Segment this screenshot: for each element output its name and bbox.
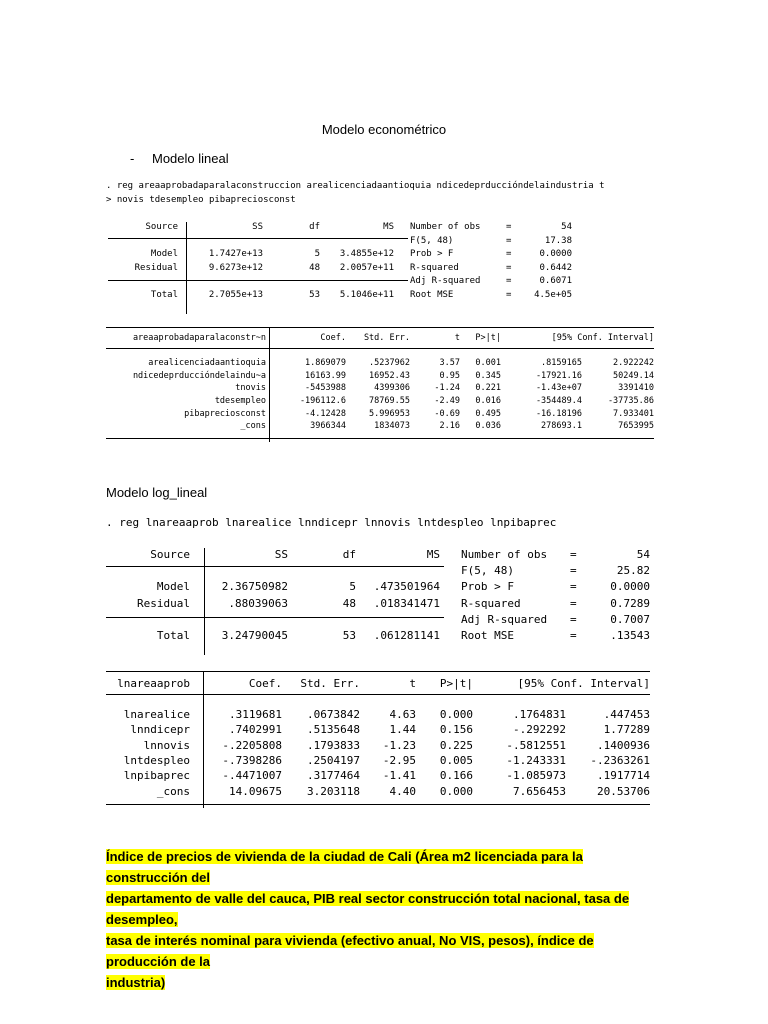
anova-row-source: Residual — [134, 262, 178, 273]
coef-row-se: 3.203118 — [307, 784, 360, 798]
coef-header-p: P>|t| — [439, 677, 473, 690]
anova-stat-value: 54 — [636, 548, 650, 561]
coef-row-se: 1834073 — [374, 421, 410, 432]
coef-row-p: 0.156 — [439, 723, 473, 737]
coef-row-p: 0.016 — [475, 396, 501, 406]
anova-row-ms: 3.4855e+12 — [339, 249, 394, 260]
coef-row-ci-high: -37735.86 — [607, 396, 654, 406]
anova-stat-value: 0.0000 — [610, 580, 650, 594]
coef-row-coef: 1.869079 — [305, 358, 346, 369]
anova-row-df: 53 — [309, 290, 320, 300]
coef-row-ci-high: .447453 — [603, 707, 650, 721]
anova-stat-label: Root MSE — [461, 629, 514, 642]
anova-row-source: Total — [156, 629, 190, 642]
highlight-line-3: tasa de interés nominal para vivienda (efectivo anual, No VIS, pesos), índice de producción de la — [106, 933, 594, 969]
coef-row-t: 3.57 — [439, 358, 460, 369]
anova-stat-eq: = — [506, 262, 512, 273]
coef-row-coef: 16163.99 — [305, 370, 346, 381]
stata-command-2: . reg lnareaaprob lnarealice lnndicepr lnnovis lntdespleo lnpibaprec — [106, 516, 557, 529]
coef-rule-top — [106, 671, 650, 672]
anova-stat-label: Adj R-squared — [410, 276, 481, 287]
coef-row-ci-low: -354489.4 — [535, 396, 582, 406]
coef-header-coef: Coef. — [320, 333, 346, 343]
coef-row-name: _cons — [240, 421, 266, 432]
coef-row-t: -1.24 — [434, 383, 460, 394]
coef-row-se: .3177464 — [307, 769, 360, 783]
coef-row-se: .5135648 — [307, 723, 360, 737]
coef-row-coef: -.2205808 — [222, 738, 282, 752]
anova-row-df: 5 — [314, 249, 320, 260]
anova-stat-label: R-squared — [410, 262, 459, 273]
coef-row-ci-low: .1764831 — [513, 707, 566, 721]
coef-divider — [203, 671, 204, 808]
coef-row-p: 0.001 — [475, 358, 501, 369]
coef-row-ci-high: -.2363261 — [590, 754, 650, 767]
anova-stat-label: F(5, 48) — [410, 235, 454, 246]
highlight-line-1: Índice de precios de vivienda de la ciudad de Cali (Área m2 licenciada para la construcción del — [106, 849, 583, 885]
anova-stat-value: 0.6442 — [539, 262, 572, 273]
anova-header-source: Source — [150, 548, 190, 561]
anova-stat-label: Root MSE — [410, 290, 454, 300]
coef-row-ci-high: 50249.14 — [613, 370, 654, 381]
coef-row-se: .0673842 — [307, 707, 360, 721]
coef-row-name: lntdespleo — [123, 754, 190, 767]
anova-stat-value: 17.38 — [544, 235, 572, 246]
anova-stat-eq: = — [506, 249, 512, 260]
anova-stat-label: Number of obs — [461, 548, 548, 561]
coef-header-ci: [95% Conf. Interval] — [517, 677, 650, 690]
anova-stat-label: Prob > F — [410, 249, 454, 260]
coef-row-name: tnovis — [235, 383, 266, 394]
coef-header-t: t — [409, 677, 416, 690]
anova-stat-eq: = — [570, 564, 577, 578]
coef-row-ci-high: .1917714 — [597, 769, 650, 783]
coef-header-se: Std. Err. — [363, 333, 410, 343]
coef-row-name: tdesempleo — [214, 396, 266, 406]
coef-rule-bottom — [106, 804, 650, 805]
coef-row-coef: -5453988 — [305, 383, 346, 394]
coef-row-name: _cons — [156, 784, 190, 798]
anova-stat-value: 0.0000 — [539, 249, 572, 260]
anova-stat-eq: = — [506, 290, 512, 300]
coef-row-se: 16952.43 — [369, 370, 410, 381]
coef-row-coef: .7402991 — [229, 723, 282, 737]
coef-header-depvar: lnareaaprob — [117, 677, 190, 690]
coef-row-p: 0.225 — [439, 738, 473, 752]
coef-row-ci-low: -1.085973 — [506, 769, 566, 783]
coef-row-ci-low: -16.18196 — [535, 408, 582, 419]
anova-stat-eq: = — [570, 580, 577, 594]
coef-header-ci: [95% Conf. Interval] — [551, 333, 654, 343]
coef-row-coef: .3119681 — [229, 707, 282, 721]
coef-row-ci-low: 278693.1 — [541, 421, 582, 432]
coef-row-coef: -4.12428 — [305, 408, 346, 419]
coef-row-name: lnarealice — [123, 707, 190, 721]
coef-row-name: pibapreciosconst — [184, 408, 266, 419]
coef-row-t: -1.23 — [382, 738, 416, 752]
anova-row-ss: 2.7055e+13 — [208, 290, 263, 300]
anova-row-ms: .061281141 — [373, 629, 440, 642]
anova-header-df: df — [309, 222, 320, 232]
anova-row-source: Residual — [137, 596, 190, 610]
coef-row-coef: 3966344 — [310, 421, 346, 432]
coef-row-coef: -.4471007 — [222, 769, 282, 783]
coef-row-se: .2504197 — [307, 754, 360, 767]
coef-row-coef: -.7398286 — [222, 754, 282, 767]
anova-stat-value: .13543 — [610, 629, 650, 642]
anova-row-source: Total — [150, 290, 178, 300]
section-heading-lineal: Modelo lineal — [152, 151, 229, 166]
coef-row-coef: 14.09675 — [229, 784, 282, 798]
coef-row-ci-low: 7.656453 — [513, 784, 566, 798]
coef-row-p: 0.000 — [439, 784, 473, 798]
anova-row-df: 5 — [349, 580, 356, 594]
anova-row-df: 48 — [309, 262, 320, 273]
anova-row-df: 48 — [342, 596, 356, 610]
coef-header-se: Std. Err. — [300, 677, 360, 690]
anova-row-source: Model — [150, 249, 178, 260]
highlight-line-4: industria) — [106, 975, 166, 990]
anova-row-ss: 9.6273e+12 — [208, 262, 263, 273]
coef-row-p: 0.005 — [439, 754, 473, 767]
coef-row-ci-low: -1.243331 — [506, 754, 566, 767]
anova-row-ss: 3.24790045 — [221, 629, 288, 642]
coef-row-p: 0.000 — [439, 707, 473, 721]
bullet-dash: - — [130, 151, 135, 166]
coef-row-se: 78769.55 — [369, 396, 410, 406]
anova-row-ms: .018341471 — [373, 596, 440, 610]
anova-stat-label: F(5, 48) — [461, 564, 514, 578]
coef-row-ci-high: 2.922242 — [613, 358, 654, 369]
coef-header-depvar: areaaprobadaparalaconstr~n — [132, 333, 266, 343]
anova-row-ms: 5.1046e+11 — [339, 290, 394, 300]
coef-row-se: 5.996953 — [369, 408, 410, 419]
coef-row-p: 0.221 — [475, 383, 501, 394]
coef-row-ci-low: .8159165 — [541, 358, 582, 369]
anova-stat-label: Prob > F — [461, 580, 514, 594]
coef-row-se: 4399306 — [374, 383, 410, 394]
anova-row-source: Model — [156, 580, 190, 594]
anova-stat-value: 25.82 — [616, 564, 650, 578]
anova-stat-eq: = — [506, 222, 512, 232]
anova-header-ms: MS — [426, 548, 440, 561]
coef-row-ci-low: -.292292 — [513, 723, 566, 737]
anova-stat-label: Adj R-squared — [461, 612, 548, 626]
anova-stat-value: 0.7007 — [610, 612, 650, 626]
anova-stat-value: 0.6071 — [539, 276, 572, 287]
coef-header-p: P>|t| — [475, 333, 501, 343]
coef-row-ci-high: 1.77289 — [603, 723, 650, 737]
anova-stat-eq: = — [506, 276, 512, 287]
highlight-paragraph — [106, 846, 666, 993]
coef-row-name: lnndicepr — [130, 723, 190, 737]
coef-row-ci-high: 20.53706 — [597, 784, 650, 798]
coef-row-ci-low: -1.43e+07 — [535, 383, 582, 394]
coef-row-t: -2.95 — [382, 754, 416, 767]
anova-header-ss: SS — [274, 548, 288, 561]
coef-row-coef: -196112.6 — [299, 396, 346, 406]
anova-stat-value: 4.5e+05 — [534, 290, 572, 300]
anova-stat-value: 54 — [561, 222, 572, 232]
coef-row-se: .5237962 — [369, 358, 410, 369]
coef-row-name: ndicedeprduccióndelaindu~a — [132, 370, 266, 381]
coef-row-t: -1.41 — [382, 769, 416, 783]
coef-row-t: 4.63 — [389, 707, 416, 721]
anova-row-ss: 2.36750982 — [221, 580, 288, 594]
coef-row-p: 0.345 — [475, 370, 501, 381]
stata-command-1-line2: > novis tdesempleo pibapreciosconst — [106, 195, 296, 205]
coef-row-name: arealicenciadaantioquia — [148, 358, 266, 369]
coef-row-t: -2.49 — [434, 396, 460, 406]
coef-row-p: 0.495 — [475, 408, 501, 419]
anova-stat-eq: = — [570, 612, 577, 626]
anova-row-ss: 1.7427e+13 — [208, 249, 263, 260]
coef-row-ci-low: -.5812551 — [506, 738, 566, 752]
coef-row-se: .1793833 — [307, 738, 360, 752]
coef-row-ci-high: 3391410 — [618, 383, 654, 394]
anova-row-ms: 2.0057e+11 — [339, 262, 394, 273]
highlight-line-2: departamento de valle del cauca, PIB real sector construcción total nacional, tasa de desempleo, — [106, 891, 630, 927]
coef-rule-header — [106, 694, 650, 695]
coef-row-p: 0.036 — [475, 421, 501, 432]
stata-command-1-line1: . reg areaaprobadaparalaconstruccion arealicenciadaantioquia ndicedeprduccióndelaindustria t — [106, 181, 605, 191]
coef-row-t: 0.95 — [439, 370, 460, 381]
coef-row-ci-high: 7.933401 — [613, 408, 654, 419]
coef-row-t: 4.40 — [389, 784, 416, 798]
page-title: Modelo econométrico — [321, 122, 447, 137]
coef-row-t: 1.44 — [389, 723, 416, 737]
coef-row-ci-high: .1400936 — [597, 738, 650, 752]
anova-stat-eq: = — [570, 548, 577, 561]
anova-stat-label: R-squared — [461, 596, 521, 610]
anova-stat-eq: = — [570, 629, 577, 642]
anova-stat-label: Number of obs — [410, 222, 481, 232]
anova-header-ms: MS — [383, 222, 394, 232]
anova-stat-eq: = — [506, 235, 512, 246]
anova-stat-value: 0.7289 — [610, 596, 650, 610]
anova-header-ss: SS — [252, 222, 263, 232]
anova-header-source: Source — [145, 222, 178, 232]
coef-row-p: 0.166 — [439, 769, 473, 783]
coef-row-name: lnpibaprec — [123, 769, 190, 783]
coef-row-name: lnnovis — [143, 738, 190, 752]
coef-row-ci-low: -17921.16 — [535, 370, 582, 381]
anova-stat-eq: = — [570, 596, 577, 610]
coef-row-ci-high: 7653995 — [618, 421, 654, 432]
coef-header-t: t — [454, 333, 460, 343]
section-heading-log-lineal: Modelo log_lineal — [106, 485, 208, 500]
anova-row-df: 53 — [342, 629, 356, 642]
anova-row-ms: .473501964 — [373, 580, 440, 594]
coef-row-t: -0.69 — [434, 408, 460, 419]
anova-row-ss: .88039063 — [228, 596, 288, 610]
anova-header-df: df — [342, 548, 356, 561]
coef-row-t: 2.16 — [439, 421, 460, 432]
coef-header-coef: Coef. — [248, 677, 282, 690]
